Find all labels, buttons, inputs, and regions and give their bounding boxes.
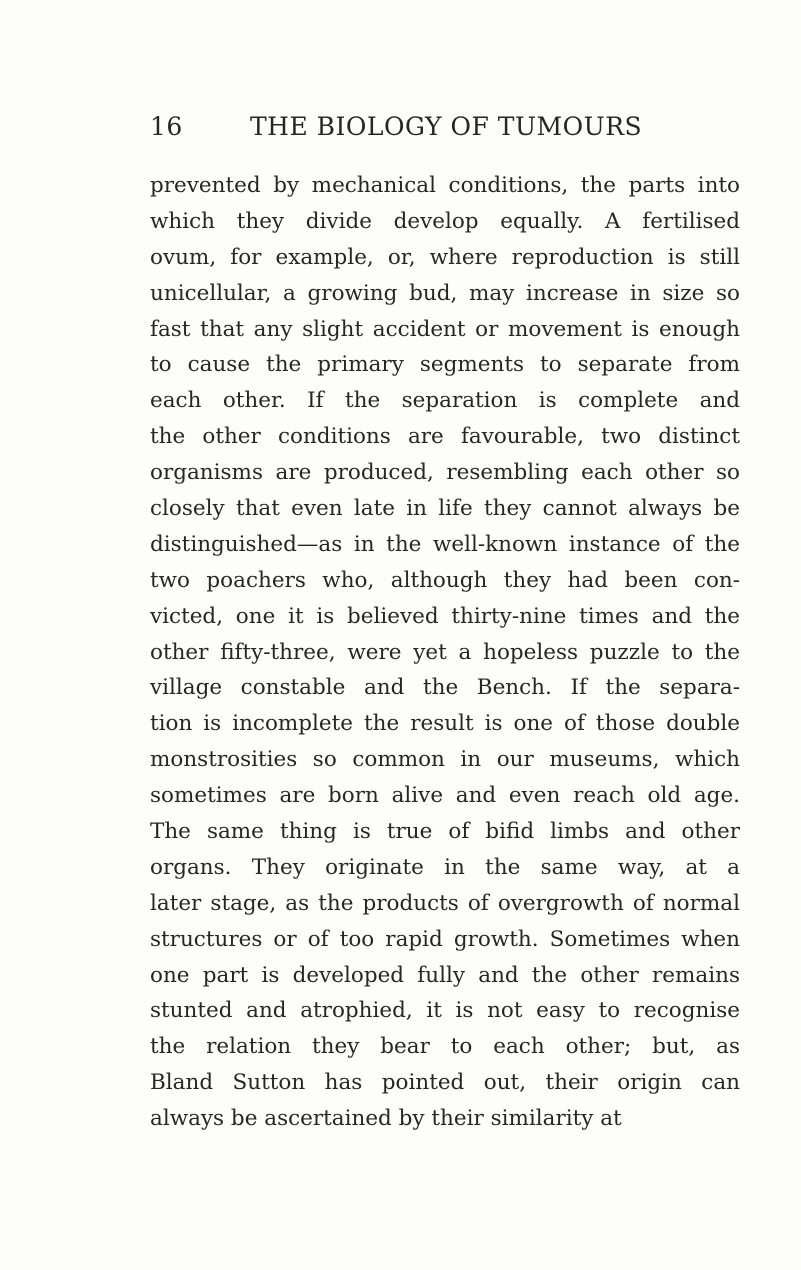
text-line: The same thing is true of bifid limbs and other: [150, 819, 740, 845]
text-line: monstrosities so common in our museums, which: [150, 747, 740, 773]
text-line: Bland Sutton has pointed out, their origin can: [150, 1070, 740, 1096]
text-line: fast that any slight accident or movement is enough: [150, 316, 740, 342]
text-line: organs. They originate in the same way, at a: [150, 854, 740, 880]
text-line: the other conditions are favourable, two distinct: [150, 424, 740, 450]
text-line: structures or of too rapid growth. Sometimes when: [150, 926, 740, 952]
text-line: always be ascertained by their similarity at: [150, 1106, 622, 1132]
text-line: closely that even late in life they cannot always be: [150, 496, 740, 522]
text-line: victed, one it is believed thirty-nine times and the: [150, 603, 740, 629]
page-number: 16: [150, 112, 183, 141]
text-line: village constable and the Bench. If the separa-: [150, 675, 740, 701]
running-title: THE BIOLOGY OF TUMOURS: [250, 112, 643, 141]
running-head: [150, 112, 740, 152]
text-line: stunted and atrophied, it is not easy to recognise: [150, 998, 740, 1024]
text-line: prevented by mechanical conditions, the parts into: [150, 173, 740, 198]
body-paragraph: [150, 168, 740, 1137]
text-line: to cause the primary segments to separate from: [150, 352, 740, 378]
text-line: one part is developed fully and the other remains: [150, 962, 740, 988]
text-line: the relation they bear to each other; but, as: [150, 1034, 740, 1060]
text-line: distinguished—as in the well-known instance of the: [150, 531, 740, 557]
text-line: organisms are produced, resembling each other so: [150, 460, 740, 486]
text-line: sometimes are born alive and even reach old age.: [150, 783, 740, 809]
text-line: each other. If the separation is complete and: [150, 388, 740, 414]
text-line: other fifty-three, were yet a hopeless puzzle to the: [150, 639, 740, 665]
text-line: tion is incomplete the result is one of those double: [150, 711, 740, 737]
text-line: which they divide develop equally. A fertilised: [150, 208, 740, 234]
text-line: ovum, for example, or, where reproduction is still: [150, 244, 740, 270]
text-line: later stage, as the products of overgrowth of normal: [150, 890, 740, 916]
text-line: two poachers who, although they had been con-: [150, 567, 740, 593]
text-line: unicellular, a growing bud, may increase in size so: [150, 280, 740, 306]
